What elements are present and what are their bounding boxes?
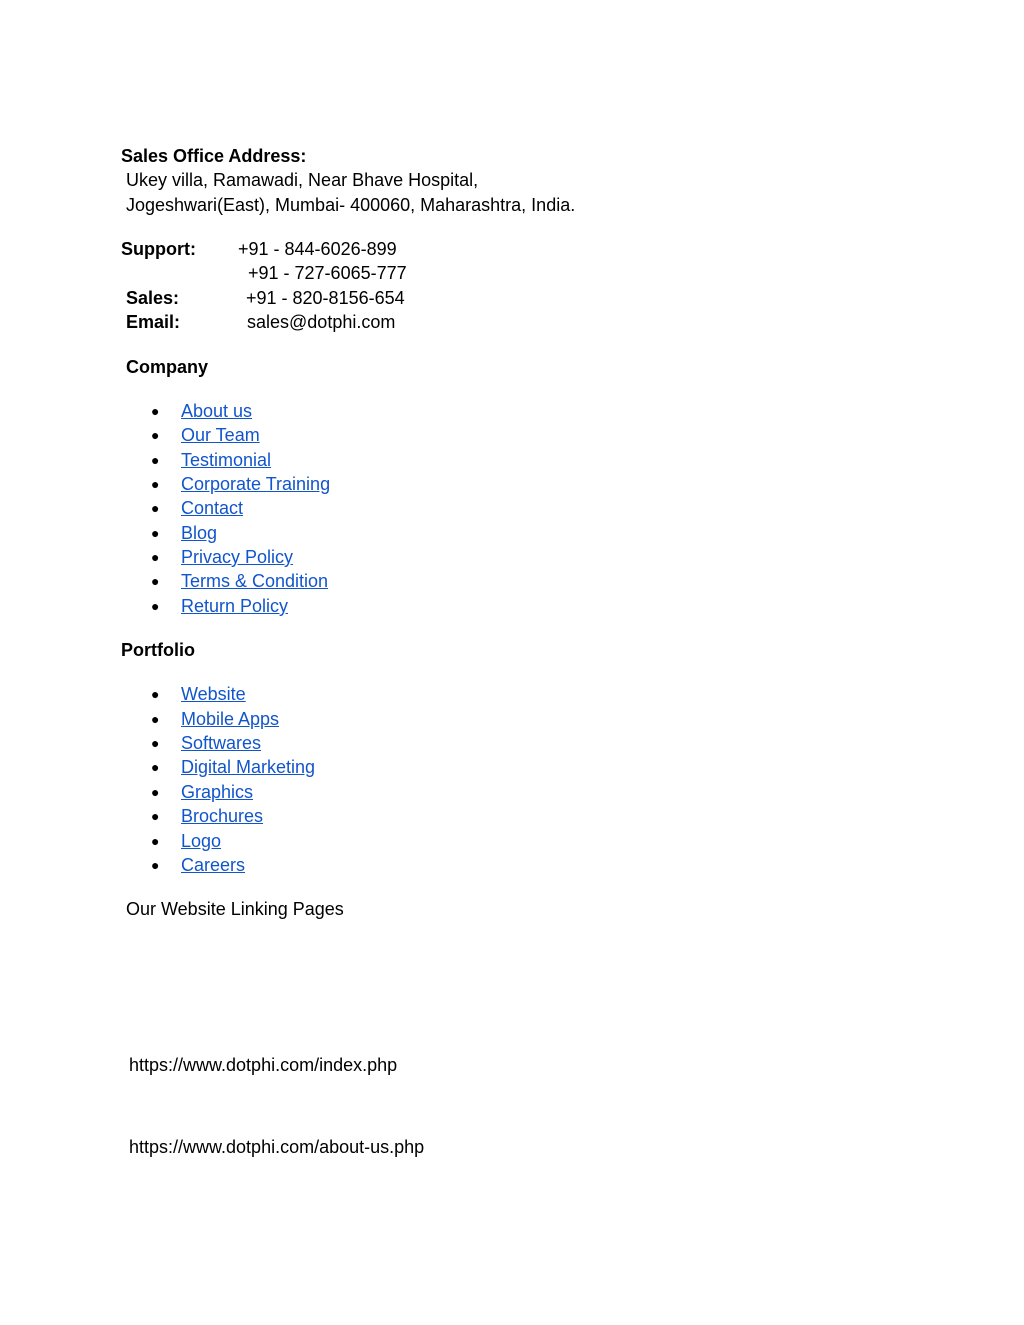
link-website[interactable]: Website (181, 684, 246, 704)
bullet: ● (151, 500, 160, 516)
link-graphics[interactable]: Graphics (181, 782, 254, 802)
address-heading: Sales Office Address: (121, 146, 307, 166)
bullet: ● (151, 427, 160, 443)
bullet: ● (151, 598, 160, 614)
bullet: ● (151, 857, 160, 873)
link-about-us[interactable]: About us (181, 401, 253, 421)
bullet: ● (151, 573, 160, 589)
link-our-team[interactable]: Our Team (181, 425, 260, 445)
link-testimonial[interactable]: Testimonial (181, 450, 272, 470)
bullet: ● (151, 833, 160, 849)
bullet: ● (151, 711, 160, 727)
link-corporate-training[interactable]: Corporate Training (181, 474, 331, 494)
bullet: ● (151, 549, 160, 565)
bullet: ● (151, 808, 160, 824)
link-privacy-policy[interactable]: Privacy Policy (181, 547, 294, 567)
link-blog[interactable]: Blog (181, 523, 218, 543)
link-mobile-apps[interactable]: Mobile Apps (181, 709, 280, 729)
email-value: sales@dotphi.com (247, 312, 396, 332)
url-index: https://www.dotphi.com/index.php (129, 1055, 398, 1075)
linking-pages-heading: Our Website Linking Pages (126, 899, 344, 919)
support-label: Support: (121, 239, 196, 259)
sales-label: Sales: (126, 288, 180, 308)
bullet: ● (151, 784, 160, 800)
bullet: ● (151, 476, 160, 492)
bullet: ● (151, 452, 160, 468)
portfolio-heading: Portfolio (121, 640, 195, 660)
bullet: ● (151, 735, 160, 751)
link-contact[interactable]: Contact (181, 498, 244, 518)
url-about-us: https://www.dotphi.com/about-us.php (129, 1137, 425, 1157)
link-brochures[interactable]: Brochures (181, 806, 264, 826)
link-logo[interactable]: Logo (181, 831, 222, 851)
company-heading: Company (126, 357, 209, 377)
email-label: Email: (126, 312, 181, 332)
bullet: ● (151, 686, 160, 702)
address-line-2: Jogeshwari(East), Mumbai- 400060, Maharashtra, India. (126, 195, 576, 215)
support-phone-1: +91 - 844-6026-899 (238, 239, 397, 259)
bullet: ● (151, 403, 160, 419)
link-careers[interactable]: Careers (181, 855, 246, 875)
link-digital-marketing[interactable]: Digital Marketing (181, 757, 316, 777)
link-terms-condition[interactable]: Terms & Condition (181, 571, 329, 591)
support-phone-2: +91 - 727-6065-777 (248, 263, 407, 283)
bullet: ● (151, 759, 160, 775)
bullet: ● (151, 525, 160, 541)
address-line-1: Ukey villa, Ramawadi, Near Bhave Hospital, (126, 170, 479, 190)
link-softwares[interactable]: Softwares (181, 733, 262, 753)
sales-phone: +91 - 820-8156-654 (246, 288, 405, 308)
link-return-policy[interactable]: Return Policy (181, 596, 289, 616)
